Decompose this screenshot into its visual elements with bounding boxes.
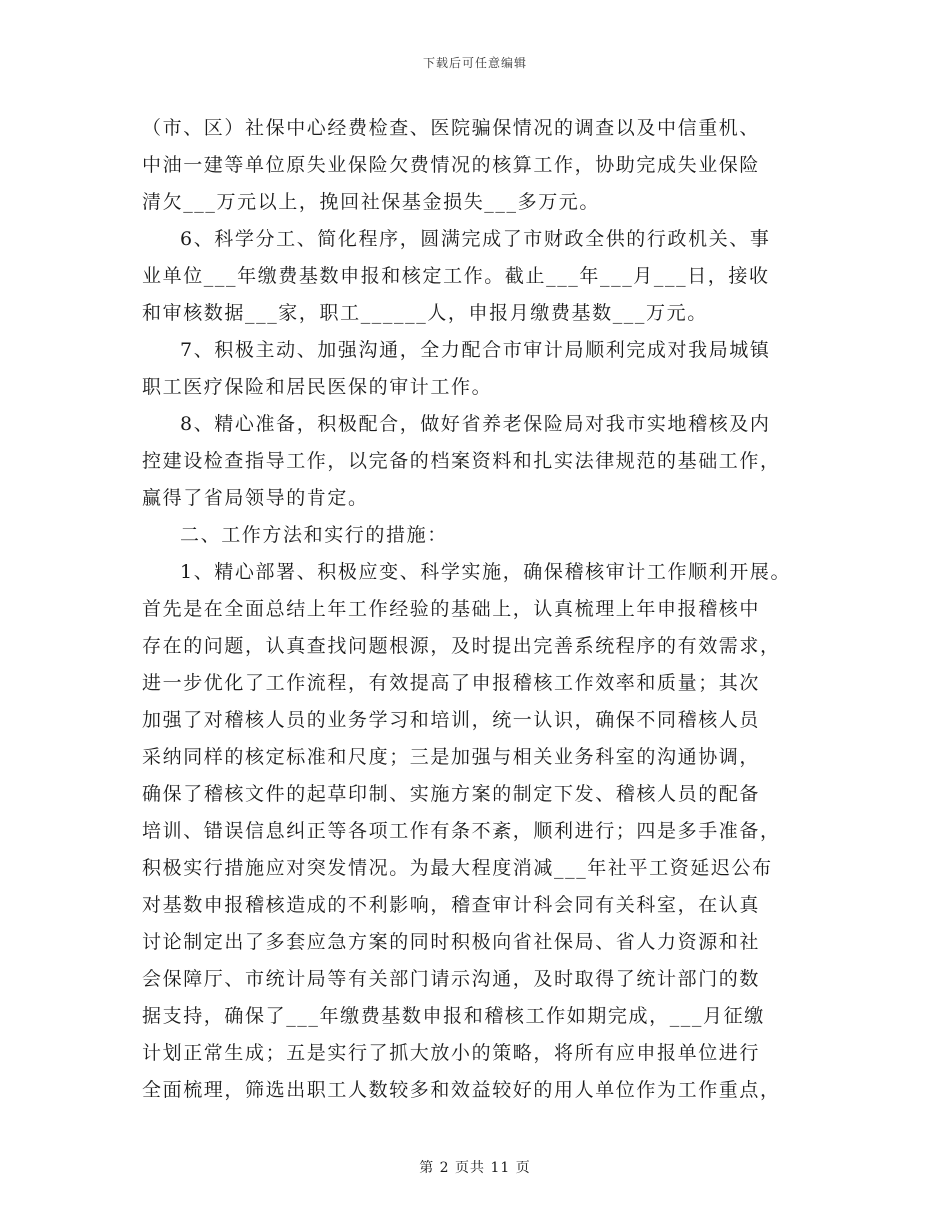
body-line: 赢得了省局领导的肯定。 [142, 487, 369, 509]
paragraph-8-start: 8、精心准备，积极配合，做好省养老保险局对我市实地稽核及内 [180, 413, 771, 435]
body-line: 计划正常生成；五是实行了抓大放小的策略，将所有应申报单位进行 [142, 1042, 761, 1064]
document-body [142, 110, 822, 1109]
paragraph-1-start: 1、精心部署、积极应变、科学实施，确保稽核审计工作顺利开展。 [180, 561, 792, 583]
body-line: 和审核数据___家，职工______人，申报月缴费基数___万元。 [142, 302, 708, 324]
body-line: 确保了稽核文件的起草印制、实施方案的制定下发、稽核人员的配备 [142, 783, 761, 805]
body-line: 控建设检查指导工作，以完备的档案资料和扎实法律规范的基础工作， [142, 450, 781, 472]
body-line: 据支持，确保了___年缴费基数申报和稽核工作如期完成，___月征缴 [142, 1005, 765, 1027]
body-line: 培训、错误信息纠正等各项工作有条不紊，顺利进行；四是多手准备， [142, 820, 781, 842]
page-header-note: 下载后可任意编辑 [422, 56, 527, 70]
body-line: 职工医疗保险和居民医保的审计工作。 [142, 376, 493, 398]
body-line: 讨论制定出了多套应急方案的同时积极向省社保局、省人力资源和社 [142, 931, 761, 953]
body-line: 首先是在全面总结上年工作经验的基础上，认真梳理上年申报稽核中 [142, 598, 761, 620]
body-line: 对基数申报稽核造成的不利影响，稽查审计科会同有关科室，在认真 [142, 894, 761, 916]
body-line: 积极实行措施应对突发情况。为最大程度消减___年社平工资延迟公布 [142, 857, 773, 879]
section-heading: 二、工作方法和实行的措施： [180, 524, 448, 546]
body-line: 中油一建等单位原失业保险欠费情况的核算工作，协助完成失业保险 [142, 154, 761, 176]
body-line: 采纳同样的核定标准和尺度；三是加强与相关业务科室的沟通协调， [142, 746, 761, 768]
paragraph-6-start: 6、科学分工、简化程序，圆满完成了市财政全供的行政机关、事 [180, 228, 771, 250]
body-line: 会保障厅、市统计局等有关部门请示沟通，及时取得了统计部门的数 [142, 968, 761, 990]
body-line: 业单位___年缴费基数申报和核定工作。截止___年___月___日，接收 [142, 265, 770, 287]
body-line: （市、区）社保中心经费检查、医院骗保情况的调查以及中信重机、 [142, 117, 761, 139]
body-line: 进一步优化了工作流程，有效提高了申报稽核工作效率和质量；其次 [142, 672, 761, 694]
body-line: 全面梳理，筛选出职工人数较多和效益较好的用人单位作为工作重点， [142, 1079, 781, 1101]
body-line: 加强了对稽核人员的业务学习和培训，统一认识，确保不同稽核人员 [142, 709, 761, 731]
paragraph-7-start: 7、积极主动、加强沟通，全力配合市审计局顺利完成对我局城镇 [180, 339, 771, 361]
body-line: 清欠___万元以上，挽回社保基金损失___多万元。 [142, 191, 601, 213]
body-line: 存在的问题，认真查找问题根源，及时提出完善系统程序的有效需求， [142, 635, 781, 657]
page-number: 第 2 页共 11 页 [419, 1160, 531, 1176]
